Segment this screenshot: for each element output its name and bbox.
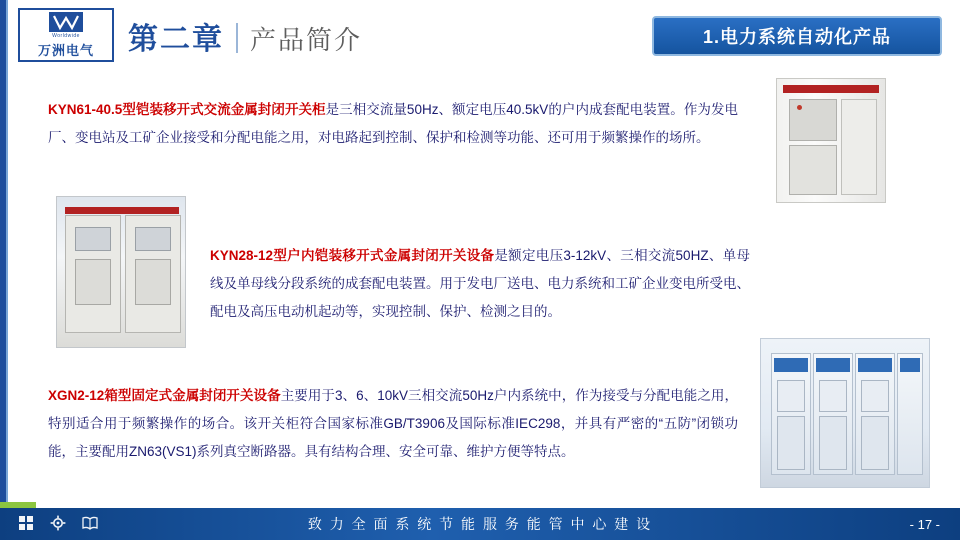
cabinet-top-band (783, 85, 879, 93)
section-badge: 1.电力系统自动化产品 (652, 16, 942, 56)
xgn2-cabinet-photo (760, 338, 930, 488)
cabinet-top-band (900, 358, 920, 372)
cabinet-unit (813, 353, 853, 475)
logo-mark-icon (49, 12, 83, 32)
logo-english-name: Worldwide (52, 32, 80, 39)
cabinet-instrument-panel (135, 227, 171, 251)
product-name-xgn2: XGN2-12箱型固定式金属封闭开关设备 (48, 387, 281, 403)
chapter-subtitle-label: 产品简介 (250, 25, 363, 55)
product-block-xgn2 (48, 368, 738, 479)
cabinet-lower-door (819, 416, 847, 470)
kyn28-cabinet-photo (56, 196, 186, 348)
page-number: - 17 - (909, 516, 940, 532)
cabinet-instrument-panel (789, 99, 837, 141)
chapter-number-label: 第二章 (128, 23, 224, 56)
cabinet-lower-door (861, 416, 889, 470)
product-paragraph (210, 242, 750, 326)
cabinet-unit (855, 353, 895, 475)
cabinet-top-band (774, 358, 808, 372)
slide-header (0, 0, 960, 72)
slide-footer (0, 508, 960, 540)
cabinet-unit (897, 353, 923, 475)
cabinet-unit (771, 353, 811, 475)
cabinet-lower-door (777, 416, 805, 470)
cabinet-instrument-panel (777, 380, 805, 412)
company-logo (18, 8, 114, 62)
product-paragraph (48, 96, 738, 152)
product-description-kyn28: 是额定电压3-12kV、三相交流50HZ、单母线及单母线分段系统的成套配电装置。用于发电厂送电、电力系统和工矿企业变电所受电、配电及高压电动机起动等，实现控制、保护、检测之目的。 (210, 247, 750, 319)
kyn61-cabinet-photo (776, 78, 886, 203)
cabinet-top-band (65, 207, 179, 214)
product-name-kyn61: KYN61-40.5型铠装移开式交流金属封闭开关柜 (48, 101, 326, 117)
footer-slogan: 致 力 全 面 系 统 节 能 服 务 能 管 中 心 建 设 (307, 516, 653, 532)
product-name-kyn28: KYN28-12型户内铠装移开式金属封闭开关设备 (210, 247, 495, 263)
cabinet-instrument-panel (819, 380, 847, 412)
logo-chinese-name: 万洲电气 (37, 42, 94, 58)
product-description-kyn61: 是三相交流量50Hz、额定电压40.5kV的户内成套配电装置。作为发电厂、变电站及工矿企业接受和分配电能之用，对电路起到控制、保护和检测等功能、还可用于频繁操作的场所。 (48, 101, 739, 145)
left-accent-bar-inner (6, 0, 8, 540)
product-block-kyn28 (210, 228, 750, 339)
cabinet-instrument-panel (75, 227, 111, 251)
cabinet-lower-door (135, 259, 171, 305)
cabinet-top-band (816, 358, 850, 372)
cabinet-lower-door (789, 145, 837, 195)
cabinet-lower-door (75, 259, 111, 305)
product-paragraph (48, 382, 738, 466)
chapter-divider (236, 23, 238, 53)
cabinet-top-band (858, 358, 892, 372)
cabinet-instrument-panel (861, 380, 889, 412)
indicator-light-icon (797, 105, 802, 110)
cabinet-side-panel (841, 99, 877, 195)
chapter-heading (128, 14, 362, 58)
product-block-kyn61 (48, 82, 738, 165)
product-description-xgn2: 主要用于3、6、10kV三相交流50Hz户内系统中，作为接受与分配电能之用，特别适合用于频繁操作的场合。该开关柜符合国家标准GB/T3906及国际标准IEC298，并具有严密的“五防”闭锁功能，主要配用ZN63(VS1)系列真空断路器。具有结构合理、安全可靠、维护方便等特点。 (48, 387, 738, 459)
